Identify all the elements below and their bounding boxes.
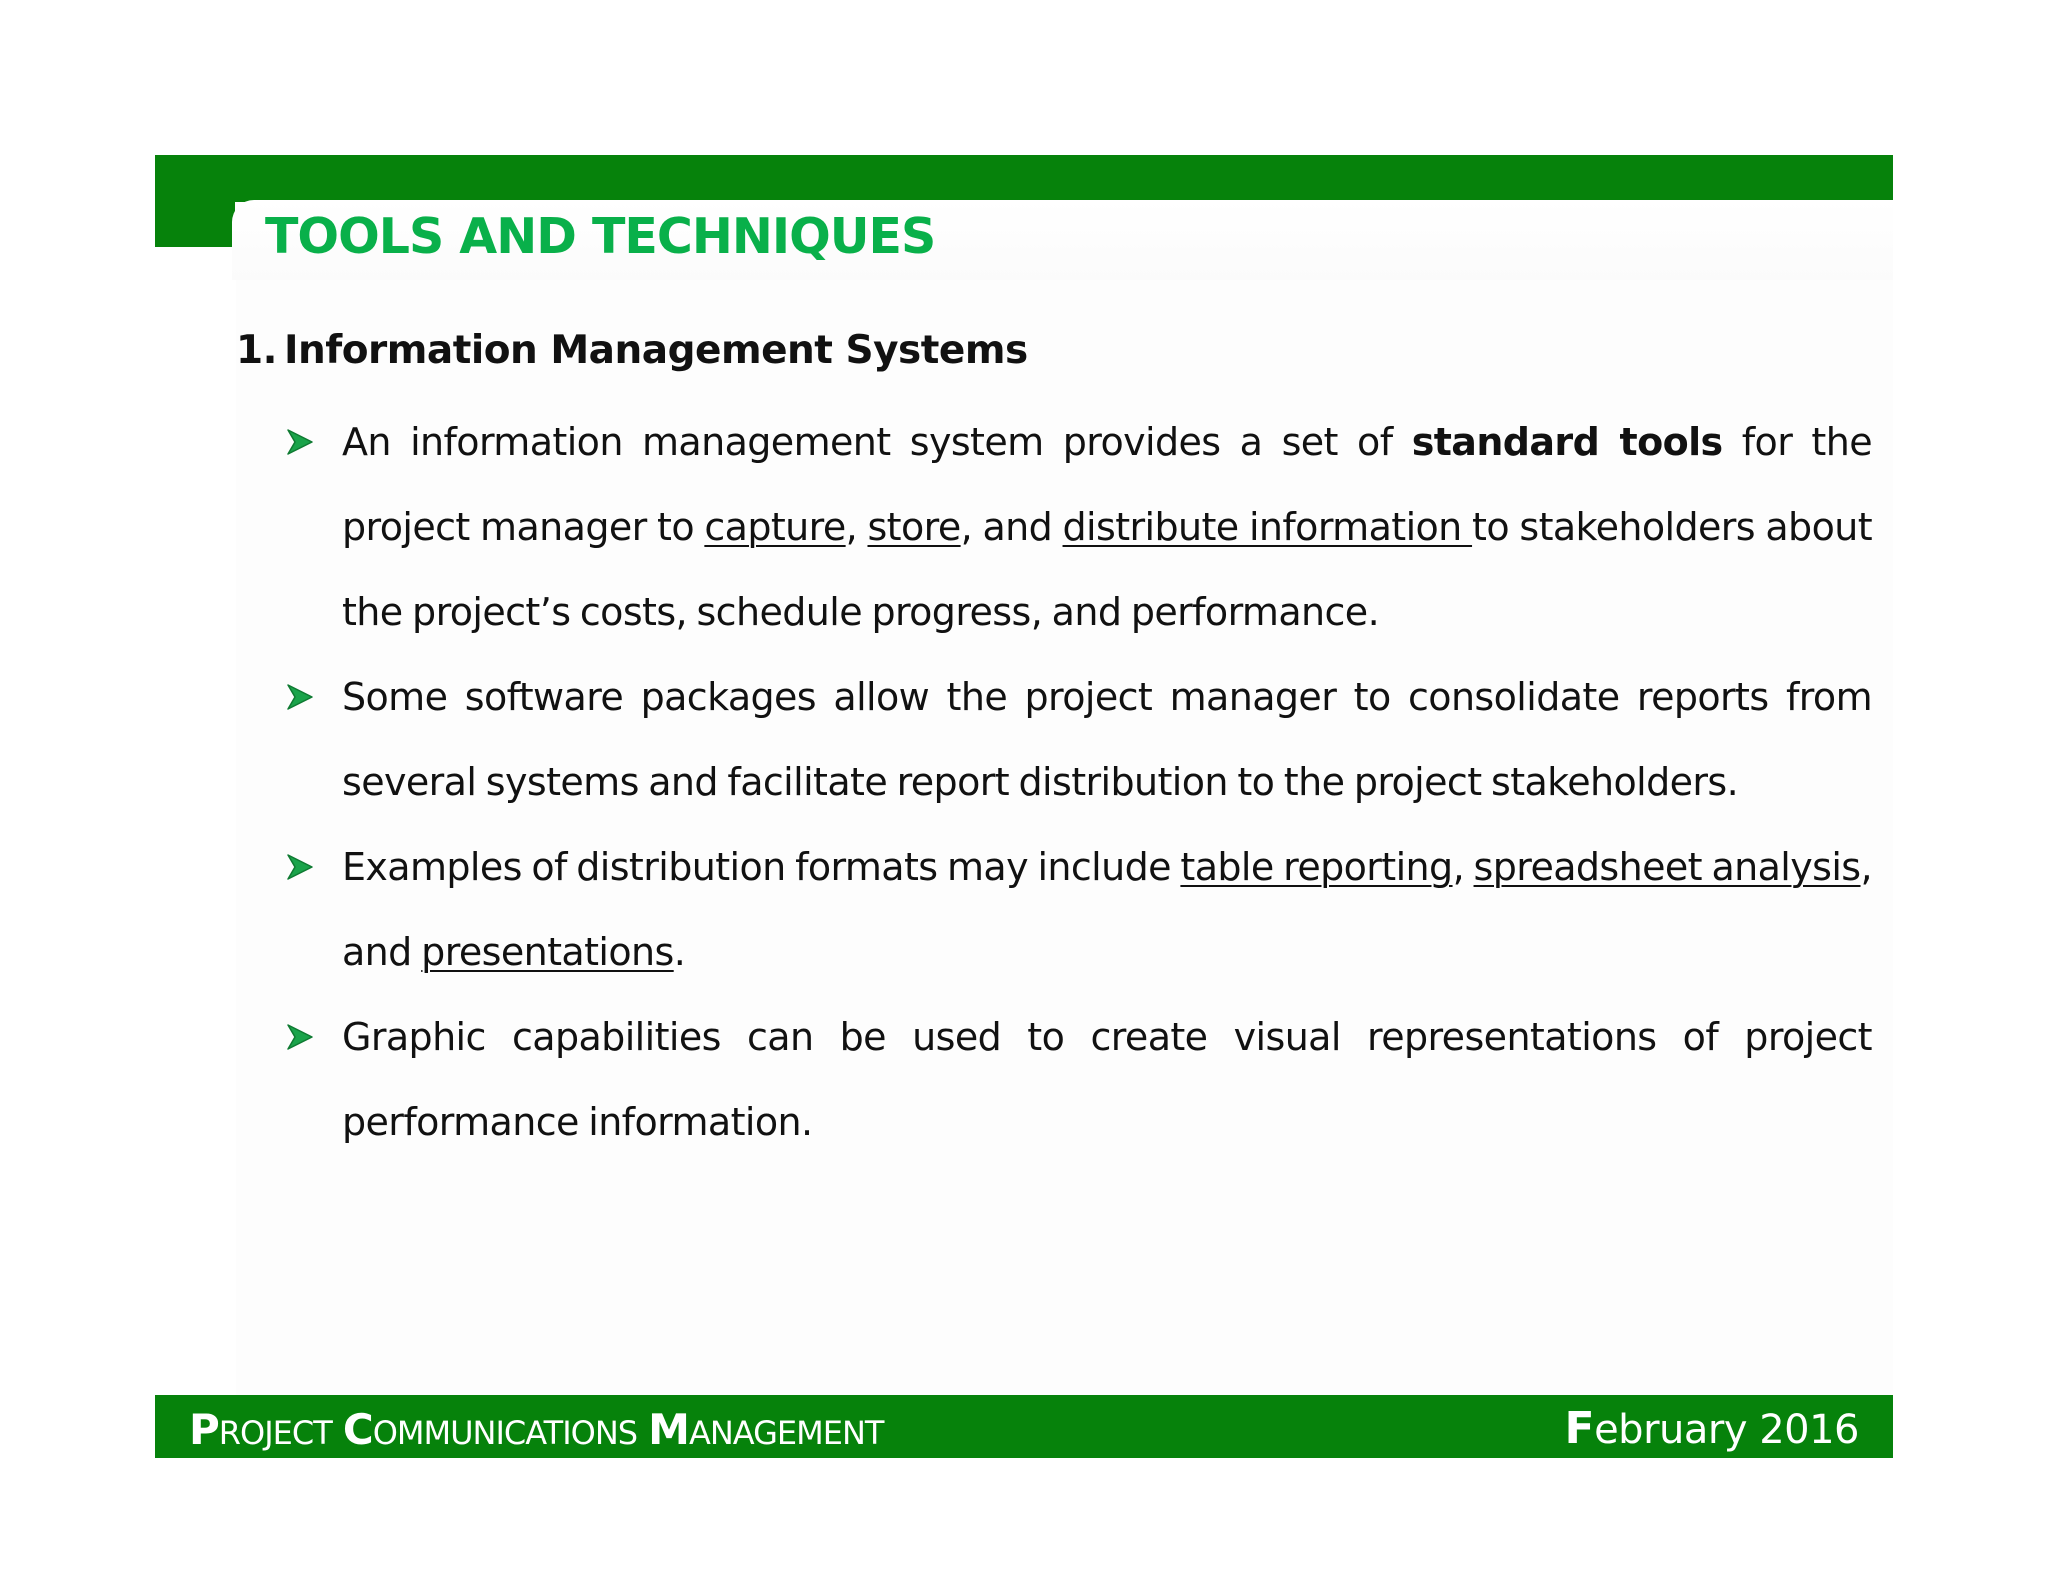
bullet-item xyxy=(282,655,1872,825)
bullet-text: Graphic capabilities can be used to create visual representations of project performance information. xyxy=(342,1015,1872,1144)
section-number: 1. xyxy=(236,328,277,373)
slide-title: TOOLS AND TECHNIQUES xyxy=(265,208,936,265)
bullet-text: Examples of distribution formats may include xyxy=(342,845,1181,889)
bullet-text: , xyxy=(845,505,868,549)
section-heading-text: Information Management Systems xyxy=(284,328,1028,373)
footer-band xyxy=(155,1395,1893,1458)
footer-initial: M xyxy=(648,1405,689,1454)
arrow-bullet-icon xyxy=(286,683,314,711)
header-band xyxy=(155,155,1893,202)
footer-date-initial: F xyxy=(1564,1403,1595,1454)
header-left-block xyxy=(155,200,235,247)
footer-word: OMMUNICATIONS xyxy=(372,1414,638,1452)
bullet-text: , xyxy=(1452,845,1474,889)
bullet-item xyxy=(282,825,1872,995)
footer-initial: P xyxy=(189,1405,219,1454)
underlined-term: table reporting xyxy=(1180,845,1453,889)
underlined-term: spreadsheet analysis xyxy=(1473,845,1861,889)
footer-word: ANAGEMENT xyxy=(688,1414,884,1452)
arrow-bullet-icon xyxy=(286,428,314,456)
underlined-term: distribute information xyxy=(1062,505,1473,549)
bold-phrase: standard tools xyxy=(1411,420,1723,464)
bullet-text: for the project manager to xyxy=(342,420,1872,549)
bullet-item xyxy=(282,995,1872,1165)
footer-date xyxy=(1565,1403,1860,1454)
footer-title xyxy=(189,1405,883,1454)
arrow-bullet-icon xyxy=(286,1023,314,1051)
footer-date-rest: ebruary 2016 xyxy=(1594,1407,1859,1453)
bullet-text: . xyxy=(673,930,686,974)
underlined-term: capture xyxy=(704,505,846,549)
underlined-term: presentations xyxy=(421,930,674,974)
bullet-list xyxy=(282,400,1872,1165)
bullet-text: to stakeholders about the project’s costs, schedule progress, and performance. xyxy=(342,505,1873,634)
underlined-term: store xyxy=(867,505,961,549)
bullet-item xyxy=(282,400,1872,655)
arrow-bullet-icon xyxy=(286,853,314,881)
footer-word: ROJECT xyxy=(218,1414,332,1452)
footer-initial: C xyxy=(342,1405,373,1454)
bullet-text: An information management system provides a set of xyxy=(342,420,1412,464)
bullet-text: , and xyxy=(960,505,1063,549)
section-heading xyxy=(236,328,1028,373)
bullet-text: Some software packages allow the project manager to consolidate reports from several systems and facilitate report distribution to the project stakeholders. xyxy=(342,675,1872,804)
bullet-text: , and xyxy=(342,845,1872,974)
